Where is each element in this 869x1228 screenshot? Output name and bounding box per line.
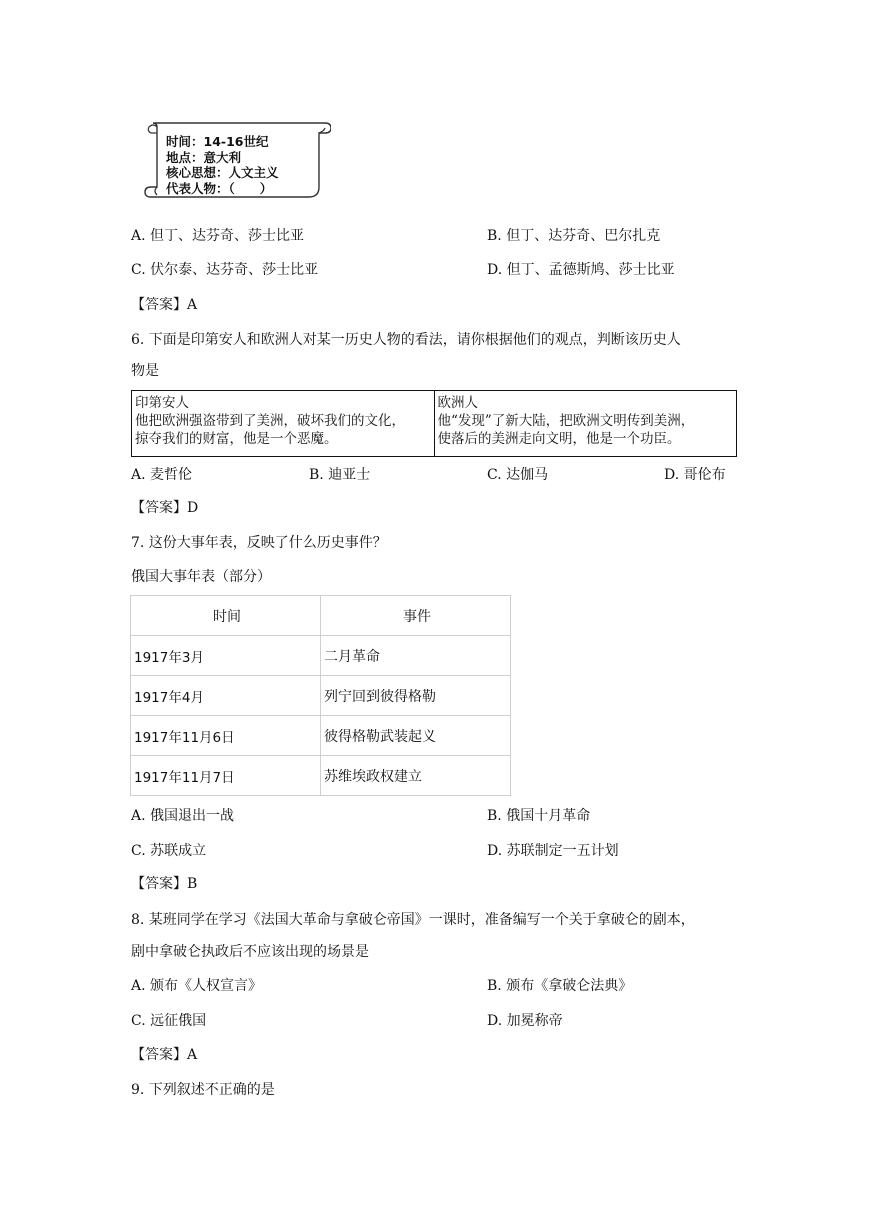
- table-header: 事件: [321, 596, 511, 636]
- table-title: 俄国大事年表（部分）: [131, 569, 271, 585]
- table-cell-date: 1917年3月: [131, 636, 321, 676]
- table-row: [131, 756, 511, 796]
- table-row: [131, 636, 511, 676]
- scroll-line: 时间：14-16世纪: [166, 134, 269, 149]
- scroll-line: 地点：意大利: [166, 149, 242, 165]
- option-d: D. 加冕称帝: [487, 1013, 563, 1029]
- question-stem: 剧中拿破仑执政后不应该出现的场景是: [131, 944, 369, 960]
- table-cell-event: 列宁回到彼得格勒: [321, 676, 511, 716]
- table-header-row: [131, 596, 511, 636]
- option-a: A. 但丁、达芬奇、莎士比亚: [131, 228, 305, 244]
- option-c: C. 远征俄国: [131, 1013, 207, 1029]
- table-row: [131, 716, 511, 756]
- question-stem: 物是: [131, 363, 159, 379]
- option-b: B. 迪亚士: [309, 467, 371, 483]
- scroll-line: 代表人物：（ ）: [166, 180, 273, 196]
- answer: 【答案】A: [131, 297, 198, 313]
- opinion-title: 印第安人: [135, 395, 189, 411]
- question-stem: 8. 某班同学在学习《法国大革命与拿破仑帝国》一课时，准备编写一个关于拿破仑的剧本，: [131, 912, 695, 928]
- opinion-cell-indians: [132, 391, 434, 456]
- option-c: C. 达伽马: [487, 467, 549, 483]
- option-a: A. 颁布《人权宣言》: [131, 978, 263, 994]
- table-cell-date: 1917年11月7日: [131, 756, 321, 796]
- question-stem: 6. 下面是印第安人和欧洲人对某一历史人物的看法，请你根据他们的观点，判断该历史人: [131, 332, 681, 348]
- scroll-illustration: [143, 117, 331, 203]
- option-c: C. 伏尔泰、达芬奇、莎士比亚: [131, 262, 319, 278]
- scroll-line: 核心思想：人文主义: [166, 165, 279, 180]
- opinion-cell-europeans: [434, 391, 737, 456]
- question-stem: 9. 下列叙述不正确的是: [131, 1082, 275, 1098]
- option-d: D. 哥伦布: [664, 467, 726, 483]
- option-b: B. 但丁、达芬奇、巴尔扎克: [487, 228, 661, 244]
- answer: 【答案】B: [131, 876, 198, 892]
- table-header: 时间: [131, 596, 321, 636]
- table-cell-event: 彼得格勒武装起义: [321, 716, 511, 756]
- opinion-text: 掠夺我们的财富，他是一个恶魔。: [135, 431, 338, 447]
- table-cell-date: 1917年4月: [131, 676, 321, 716]
- opinion-title: 欧洲人: [437, 395, 478, 411]
- opinion-text: 使落后的美洲走向文明，他是一个功臣。: [437, 431, 681, 447]
- option-b: B. 颁布《拿破仑法典》: [487, 978, 633, 994]
- option-c: C. 苏联成立: [131, 843, 207, 859]
- table-cell-event: 苏维埃政权建立: [321, 756, 511, 796]
- option-d: D. 苏联制定一五计划: [487, 843, 619, 859]
- opinion-text: 他“发现”了新大陆，把欧洲文明传到美洲，: [437, 413, 695, 429]
- event-table: [130, 595, 511, 796]
- option-d: D. 但丁、孟德斯鸠、莎士比亚: [487, 262, 675, 278]
- table-cell-date: 1917年11月6日: [131, 716, 321, 756]
- option-b: B. 俄国十月革命: [487, 808, 591, 824]
- question-stem: 7. 这份大事年表，反映了什么历史事件？: [131, 535, 387, 551]
- table-row: [131, 676, 511, 716]
- option-a: A. 俄国退出一战: [131, 808, 235, 824]
- option-a: A. 麦哲伦: [131, 467, 193, 483]
- table-cell-event: 二月革命: [321, 636, 511, 676]
- opinion-text: 他把欧洲强盗带到了美洲，破坏我们的文化，: [135, 413, 405, 429]
- answer: 【答案】A: [131, 1047, 198, 1063]
- answer: 【答案】D: [131, 500, 199, 516]
- opinion-table: [131, 390, 737, 457]
